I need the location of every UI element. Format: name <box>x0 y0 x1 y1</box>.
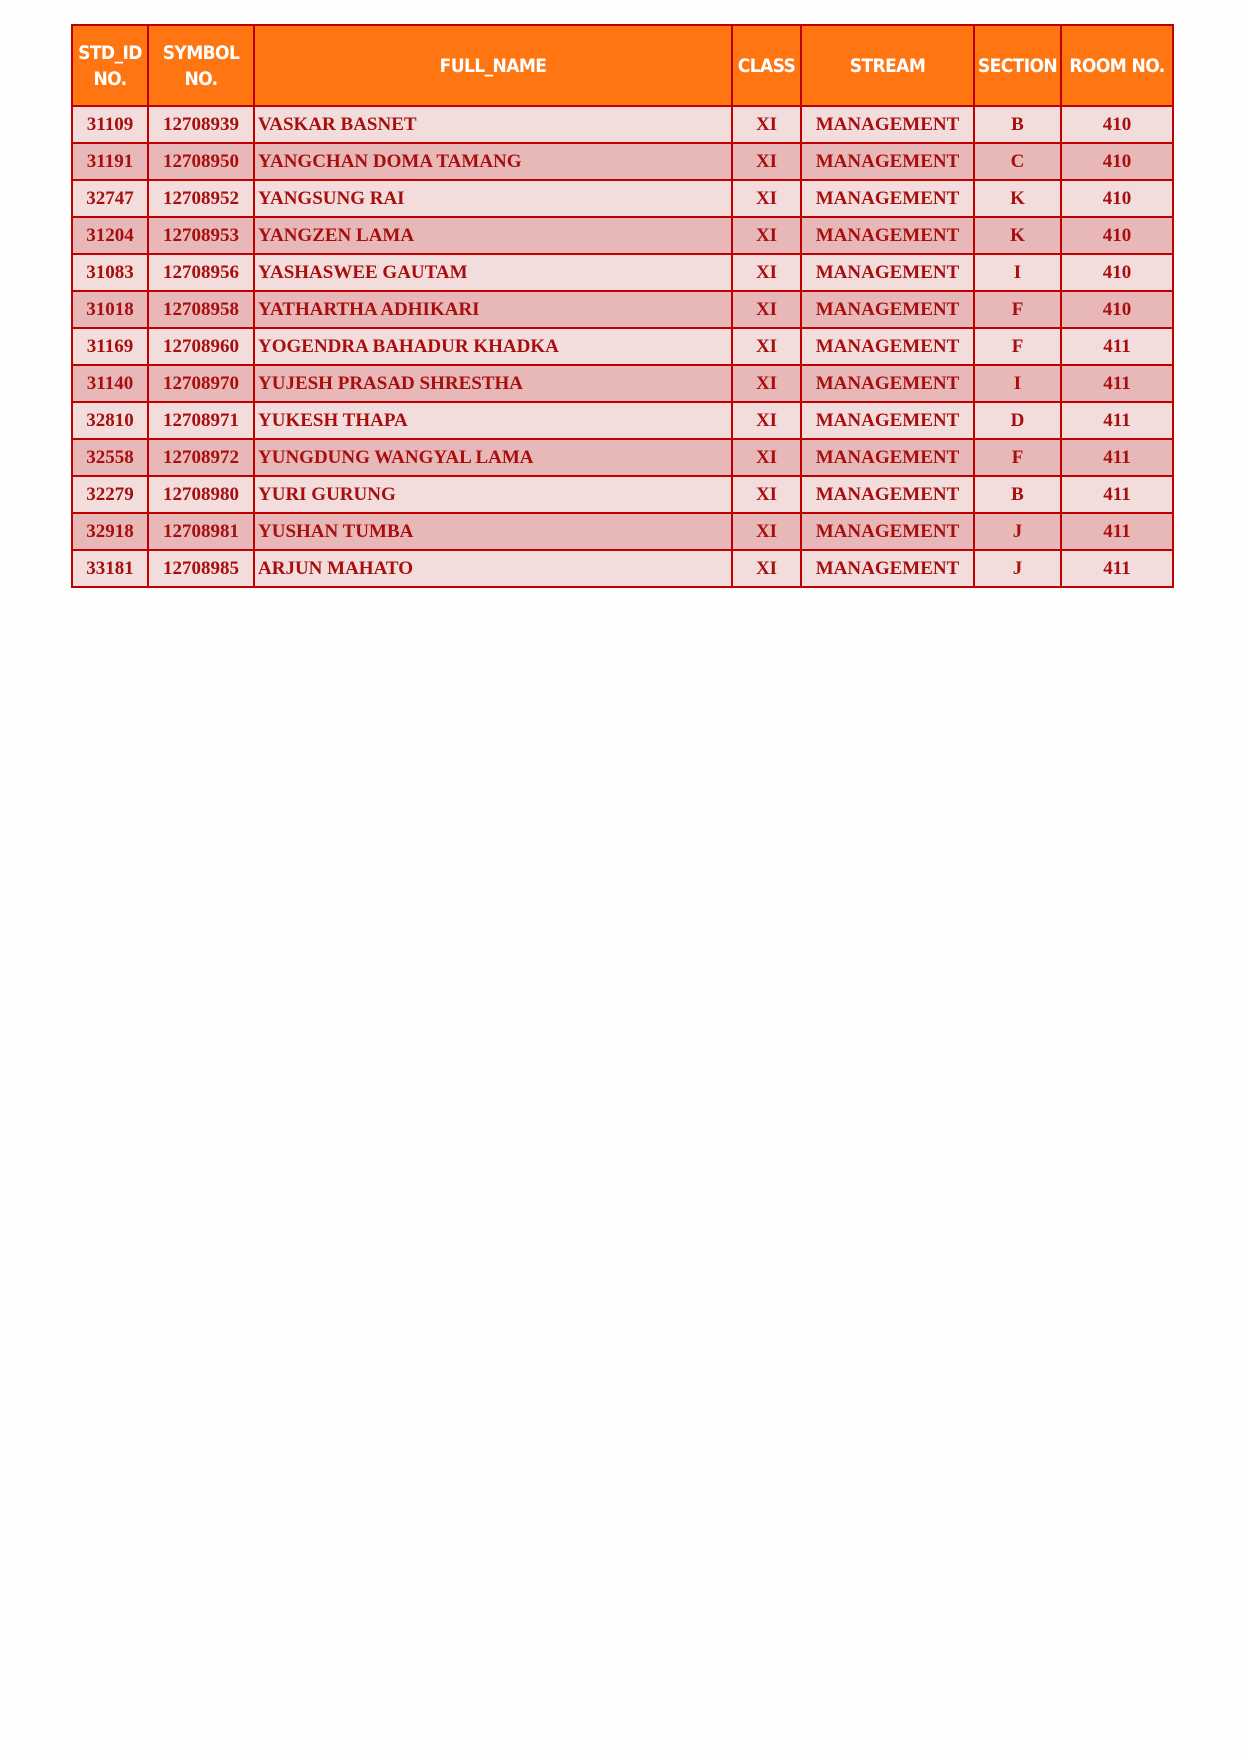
cell-std-id: 31191 <box>72 143 148 180</box>
header-std-id <box>72 25 148 106</box>
student-room-allocation-sheet <box>71 24 1172 588</box>
cell-stream: MANAGEMENT <box>801 550 974 587</box>
cell-symbol-no: 12708953 <box>148 217 254 254</box>
table-row <box>72 254 1173 291</box>
cell-std-id: 32747 <box>72 180 148 217</box>
cell-std-id: 31018 <box>72 291 148 328</box>
cell-std-id: 32810 <box>72 402 148 439</box>
cell-section: F <box>974 328 1061 365</box>
cell-section: D <box>974 402 1061 439</box>
cell-room-no: 410 <box>1061 254 1173 291</box>
cell-std-id: 32918 <box>72 513 148 550</box>
cell-section: I <box>974 365 1061 402</box>
cell-full-name: YUSHAN TUMBA <box>254 513 732 550</box>
cell-class: XI <box>732 106 801 143</box>
table-row <box>72 106 1173 143</box>
cell-full-name: YUJESH PRASAD SHRESTHA <box>254 365 732 402</box>
cell-symbol-no: 12708985 <box>148 550 254 587</box>
cell-full-name: YOGENDRA BAHADUR KHADKA <box>254 328 732 365</box>
table-row <box>72 143 1173 180</box>
student-roster-table <box>71 24 1174 588</box>
cell-room-no: 411 <box>1061 439 1173 476</box>
table-row <box>72 513 1173 550</box>
cell-symbol-no: 12708952 <box>148 180 254 217</box>
cell-stream: MANAGEMENT <box>801 217 974 254</box>
cell-stream: MANAGEMENT <box>801 476 974 513</box>
cell-room-no: 411 <box>1061 476 1173 513</box>
cell-class: XI <box>732 513 801 550</box>
cell-std-id: 33181 <box>72 550 148 587</box>
header-section: SECTION <box>974 25 1061 106</box>
cell-symbol-no: 12708939 <box>148 106 254 143</box>
cell-full-name: YATHARTHA ADHIKARI <box>254 291 732 328</box>
cell-section: J <box>974 513 1061 550</box>
header-symbol-no <box>148 25 254 106</box>
header-full-name: FULL_NAME <box>254 25 732 106</box>
cell-class: XI <box>732 476 801 513</box>
cell-section: K <box>974 180 1061 217</box>
cell-room-no: 411 <box>1061 402 1173 439</box>
cell-room-no: 411 <box>1061 328 1173 365</box>
cell-full-name: YANGCHAN DOMA TAMANG <box>254 143 732 180</box>
cell-stream: MANAGEMENT <box>801 439 974 476</box>
cell-symbol-no: 12708981 <box>148 513 254 550</box>
cell-section: B <box>974 476 1061 513</box>
cell-symbol-no: 12708980 <box>148 476 254 513</box>
cell-section: F <box>974 439 1061 476</box>
header-room-no: ROOM NO. <box>1061 25 1173 106</box>
cell-full-name: YUKESH THAPA <box>254 402 732 439</box>
table-row <box>72 291 1173 328</box>
header-std-id-line2: NO. <box>93 67 127 90</box>
cell-class: XI <box>732 439 801 476</box>
header-class: CLASS <box>732 25 801 106</box>
cell-stream: MANAGEMENT <box>801 254 974 291</box>
cell-room-no: 410 <box>1061 143 1173 180</box>
cell-std-id: 31169 <box>72 328 148 365</box>
table-row <box>72 439 1173 476</box>
cell-symbol-no: 12708960 <box>148 328 254 365</box>
cell-stream: MANAGEMENT <box>801 402 974 439</box>
table-row <box>72 365 1173 402</box>
cell-room-no: 410 <box>1061 106 1173 143</box>
cell-full-name: YANGZEN LAMA <box>254 217 732 254</box>
cell-room-no: 411 <box>1061 513 1173 550</box>
cell-full-name: VASKAR BASNET <box>254 106 732 143</box>
table-row <box>72 328 1173 365</box>
cell-full-name: YASHASWEE GAUTAM <box>254 254 732 291</box>
table-header <box>72 25 1173 106</box>
cell-section: K <box>974 217 1061 254</box>
cell-class: XI <box>732 180 801 217</box>
cell-class: XI <box>732 365 801 402</box>
cell-room-no: 410 <box>1061 291 1173 328</box>
table-body <box>72 106 1173 587</box>
cell-class: XI <box>732 291 801 328</box>
cell-section: J <box>974 550 1061 587</box>
header-std-id-line1: STD_ID <box>78 41 142 64</box>
cell-std-id: 32558 <box>72 439 148 476</box>
cell-full-name: YUNGDUNG WANGYAL LAMA <box>254 439 732 476</box>
header-stream: STREAM <box>801 25 974 106</box>
cell-full-name: YURI GURUNG <box>254 476 732 513</box>
cell-symbol-no: 12708950 <box>148 143 254 180</box>
cell-full-name: YANGSUNG RAI <box>254 180 732 217</box>
cell-stream: MANAGEMENT <box>801 106 974 143</box>
table-row <box>72 402 1173 439</box>
cell-symbol-no: 12708956 <box>148 254 254 291</box>
cell-std-id: 31204 <box>72 217 148 254</box>
cell-room-no: 411 <box>1061 365 1173 402</box>
cell-class: XI <box>732 254 801 291</box>
header-symbol-line2: NO. <box>184 67 218 90</box>
cell-room-no: 410 <box>1061 180 1173 217</box>
table-row <box>72 476 1173 513</box>
cell-stream: MANAGEMENT <box>801 365 974 402</box>
cell-section: B <box>974 106 1061 143</box>
cell-class: XI <box>732 143 801 180</box>
table-row <box>72 217 1173 254</box>
cell-symbol-no: 12708958 <box>148 291 254 328</box>
cell-full-name: ARJUN MAHATO <box>254 550 732 587</box>
cell-stream: MANAGEMENT <box>801 513 974 550</box>
cell-section: C <box>974 143 1061 180</box>
cell-symbol-no: 12708971 <box>148 402 254 439</box>
cell-stream: MANAGEMENT <box>801 291 974 328</box>
header-row <box>72 25 1173 106</box>
cell-class: XI <box>732 550 801 587</box>
cell-class: XI <box>732 402 801 439</box>
cell-std-id: 32279 <box>72 476 148 513</box>
cell-room-no: 411 <box>1061 550 1173 587</box>
table-row <box>72 550 1173 587</box>
cell-section: F <box>974 291 1061 328</box>
table-row <box>72 180 1173 217</box>
cell-stream: MANAGEMENT <box>801 328 974 365</box>
cell-symbol-no: 12708972 <box>148 439 254 476</box>
cell-stream: MANAGEMENT <box>801 143 974 180</box>
cell-std-id: 31109 <box>72 106 148 143</box>
cell-std-id: 31083 <box>72 254 148 291</box>
cell-std-id: 31140 <box>72 365 148 402</box>
cell-class: XI <box>732 217 801 254</box>
cell-room-no: 410 <box>1061 217 1173 254</box>
cell-stream: MANAGEMENT <box>801 180 974 217</box>
cell-class: XI <box>732 328 801 365</box>
cell-section: I <box>974 254 1061 291</box>
header-symbol-line1: SYMBOL <box>162 41 240 64</box>
cell-symbol-no: 12708970 <box>148 365 254 402</box>
